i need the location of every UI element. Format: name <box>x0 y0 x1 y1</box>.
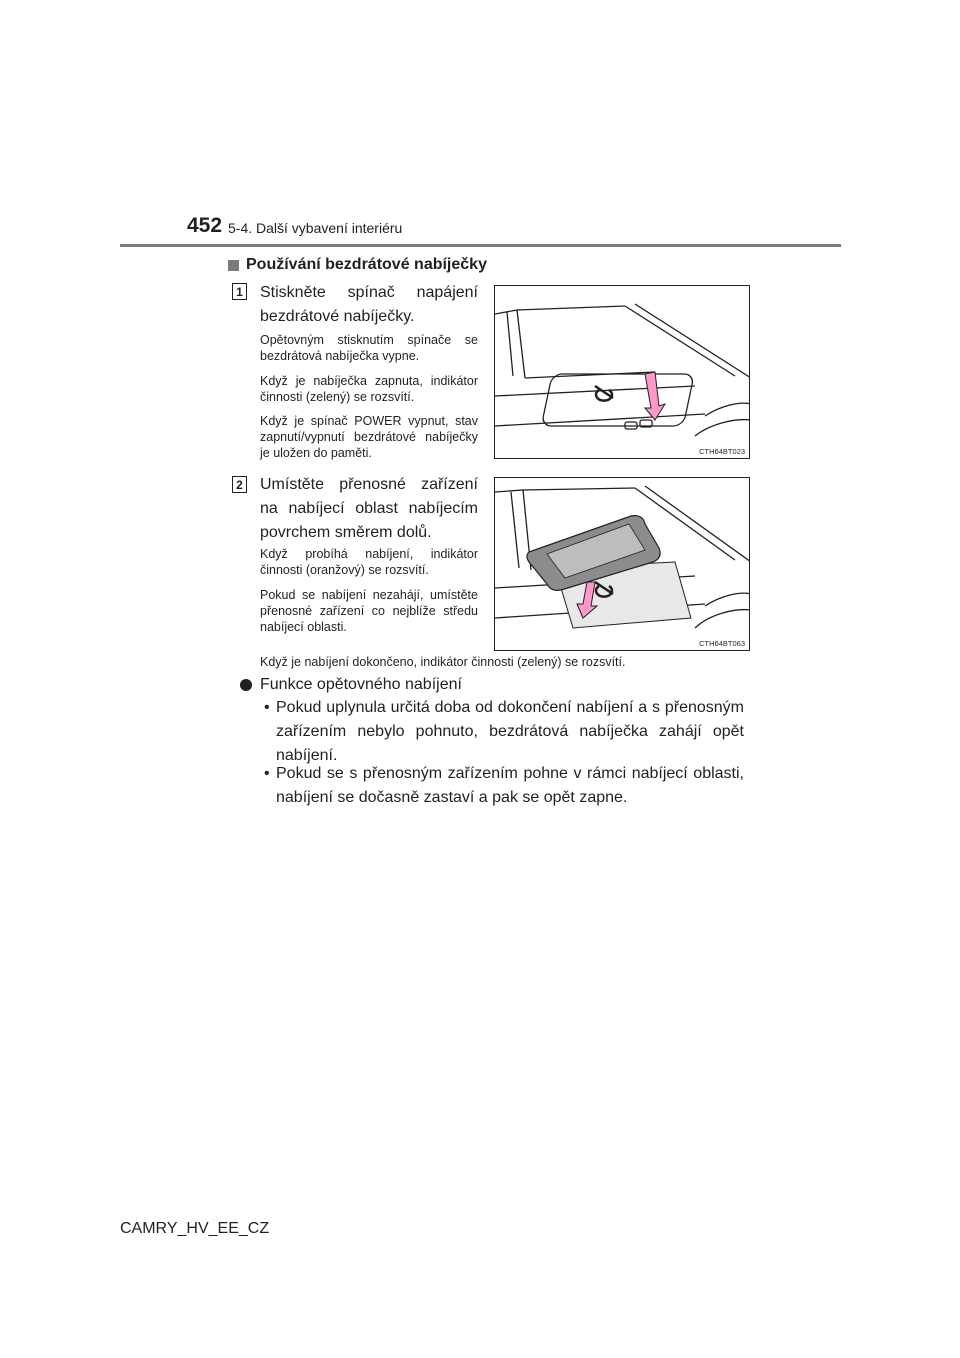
function-bullet-2-text: Pokud se s přenosným zařízením pohne v rámci nabíjecí oblasti, nabíjení se dočasně zastaví a pak se opět zapne. <box>276 765 744 806</box>
function-title-text: Funkce opětovného nabíjení <box>260 676 462 693</box>
step-2-note-2: Pokud se nabíjení nezahájí, umístěte přenosné zařízení co nejblíže středu nabíjecí oblasti. <box>260 588 478 634</box>
wireless-charge-symbol <box>595 386 613 401</box>
section-heading-text: Používání bezdrátové nabíječky <box>246 256 487 273</box>
footer-code: CAMRY_HV_EE_CZ <box>120 1220 270 1237</box>
square-bullet-icon <box>228 260 239 271</box>
charger-switch-illustration <box>495 286 750 459</box>
step-1-text: Stiskněte spínač napájení bezdrátové nabíječky. <box>260 284 478 325</box>
figure-code: CTH64BT063 <box>699 639 745 648</box>
function-bullet-2 <box>264 762 744 810</box>
step-1-badge: 1 <box>232 283 247 300</box>
bullet-dot-icon <box>240 679 252 691</box>
bullet-icon: • <box>264 699 270 716</box>
device-placement-illustration <box>495 478 750 651</box>
step-2-note-3: Když je nabíjení dokončeno, indikátor činnosti (zelený) se rozsvítí. <box>260 655 626 669</box>
section-title: 5-4. Další vybavení interiéru <box>228 220 403 236</box>
section-heading <box>228 256 487 274</box>
function-title <box>240 676 462 694</box>
page-number: 452 <box>187 214 223 237</box>
header-rule <box>120 244 841 247</box>
figure-code: CTH64BT023 <box>699 447 745 456</box>
step-1-note-2: Když je nabíječka zapnuta, indikátor činnosti (zelený) se rozsvítí. <box>260 374 478 404</box>
step-2-badge: 2 <box>232 476 247 493</box>
figure-charger-switch <box>494 285 750 459</box>
step-1-note-1: Opětovným stisknutím spínače se bezdrátová nabíječka vypne. <box>260 333 478 363</box>
figure-device-placement <box>494 477 750 651</box>
bullet-icon: • <box>264 765 270 782</box>
function-bullet-1-text: Pokud uplynula určitá doba od dokončení nabíjení a s přenosným zařízením nebylo pohnuto, bezdrátová nabíječka zahájí opět nabíjení. <box>276 699 744 764</box>
function-bullet-1 <box>264 696 744 768</box>
step-2-text: Umístěte přenosné zařízení na nabíjecí oblast nabíjecím povrchem směrem dolů. <box>260 476 478 541</box>
step-1-note-3: Když je spínač POWER vypnut, stav zapnutí/vypnutí bezdrátové nabíječky je uložen do paměti. <box>260 414 478 460</box>
step-2-note-1: Když probíhá nabíjení, indikátor činnosti (oranžový) se rozsvítí. <box>260 547 478 577</box>
